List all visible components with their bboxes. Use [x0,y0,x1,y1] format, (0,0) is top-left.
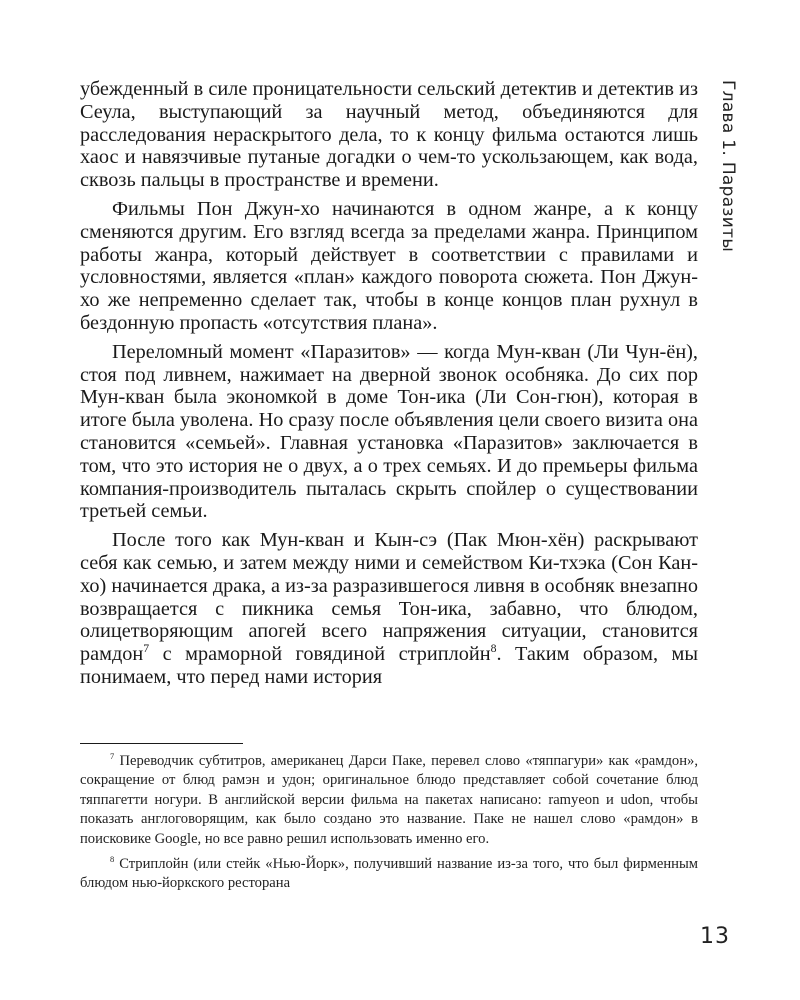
footnote-ref-8: 8 [490,642,497,656]
running-head: Глава 1. Паразиты [718,80,738,253]
paragraph-1: убежденный в силе проницательности сельский детектив и детектив из Сеула, выступающий за научный метод, объединяются для расследования нераскрытого дела, то к концу фильма остаются лишь хаос и навязчивые путаные догадки о чем-то ускользающем, как вода, сквозь пальцы в пространстве и времени. [80,78,698,192]
paragraph-4-text-c: . Таким образом, мы понимаем, что перед нами история [80,643,699,688]
footnote-8 [80,855,698,894]
paragraph-3: Переломный момент «Паразитов» — когда Мун-кван (Ли Чун-ён), стоя под ливнем, нажимает на дверной звонок особняка. До сих пор Мун-кван была экономкой в доме Тон-ика (Ли Сон-гюн), которая в итоге была уволена. Но сразу после объявления цели своего визита она становится «семьей». Главная установка «Паразитов» заключается в том, что это история не о двух, а о трех семьях. И до премьеры фильма компания-производитель пыталась скрыть спойлер о существовании третьей семьи. [80,340,698,523]
paragraph-2: Фильмы Пон Джун-хо начинаются в одном жанре, а к концу сменяются другим. Его взгляд всегда за пределами жанра. Принципом работы жанра, который действует в соответствии с правилами и условностями, является «план» каждого поворота сюжета. Пон Джун-хо же непременно сделает так, чтобы в конце концов план рухнул в бездонную пропасть «отсутствия плана». [80,197,698,334]
body-text [80,78,698,689]
footnote-8-text: Стриплойн (или стейк «Нью-Йорк», получивший название из-за того, что был фирменным блюдом нью-йоркского ресторана [80,856,698,892]
footnote-7 [80,752,698,849]
footnote-7-marker: 7 [110,751,115,762]
paragraph-4 [80,529,698,689]
page-number: 13 [700,924,730,949]
paragraph-4-text-b: с мраморной говядиной стриплойн [149,643,491,666]
paragraph-4-text-a: После того как Мун-кван и Кын-сэ (Пак Мюн-хён) раскрывают себя как семью, и затем между ними и семейством Ки-тхэка (Сон Кан-хо) начинается драка, а из-за разразившегося ливня в особняк внезапно возвращается с пикника семья Тон-ика, забавно, что блюдом, олицетворяющим апогей всего напряжения ситуации, становится рамдон [80,529,698,666]
footnotes [80,752,698,894]
footnote-ref-7: 7 [143,642,150,656]
footnote-divider [80,743,243,744]
footnote-7-text: Переводчик субтитров, американец Дарси Паке, перевел слово «тяппагури» как «рамдон», сокращение от блюд рамэн и удон; оригинальное блюдо представляет собой сочетание блюд тяппагетти ногури. В английской версии фильма на пакетах написано: ramyeon и udon, чтобы показать англоговорящим, как было создано это название. Паке не нашел слово «рамдон» в поисковике Google, но все равно решил использовать именно его. [80,753,698,847]
footnote-8-marker: 8 [110,854,115,865]
